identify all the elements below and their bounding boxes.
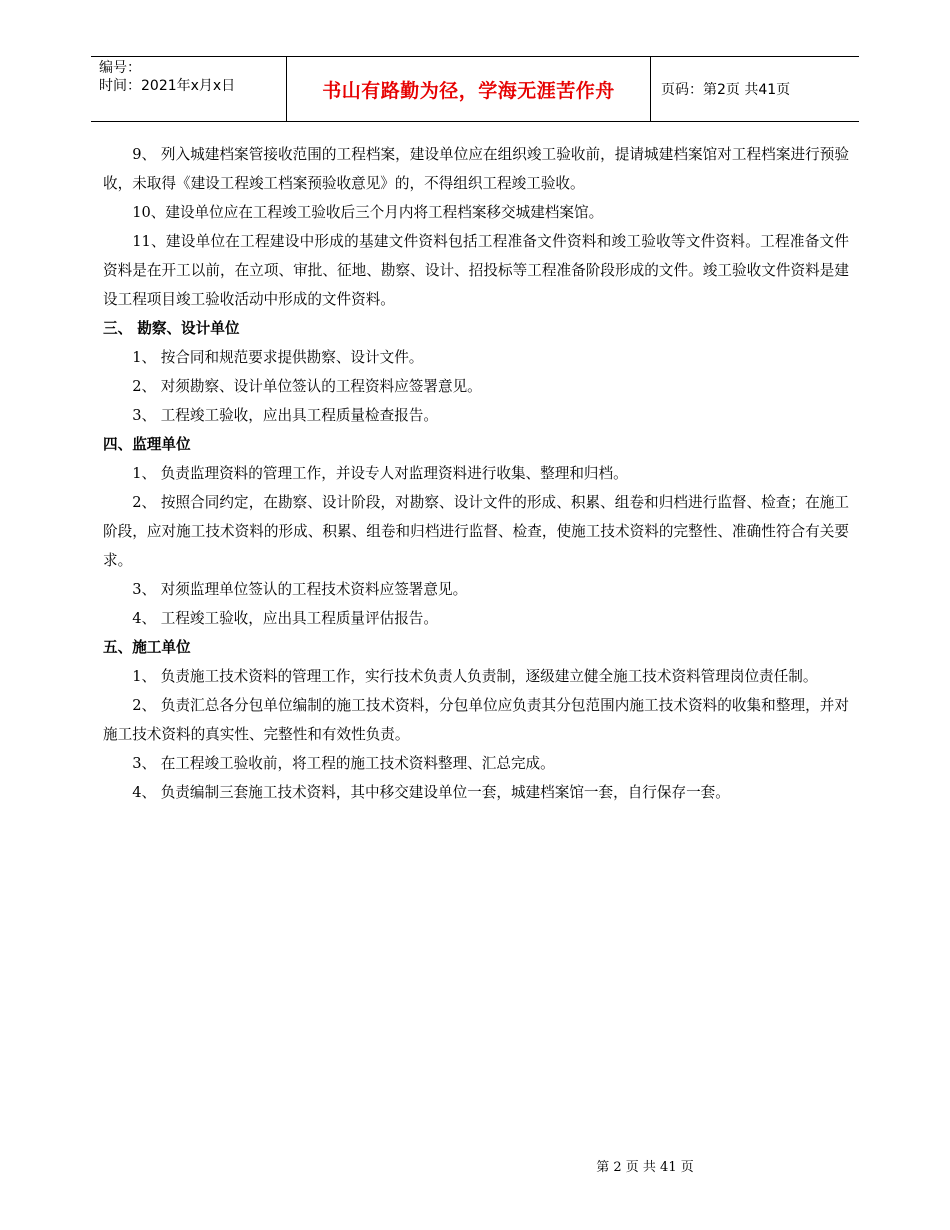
paragraph: 2、 按照合同约定，在勘察、设计阶段，对勘察、设计文件的形成、积累、组卷和归档进行监督、检查；在施工阶段，应对施工技术资料的形成、积累、组卷和归档进行监督、检查，使施工技术资料的完整性、准确性符合有关要求。 xyxy=(103,494,849,569)
paragraph: 3、 对须监理单位签认的工程技术资料应签署意见。 xyxy=(132,581,468,598)
number-label: 编号： xyxy=(99,60,141,76)
paragraph: 2、 对须勘察、设计单位签认的工程资料应签署意见。 xyxy=(132,378,482,395)
section-heading: 三、 勘察、设计单位 xyxy=(103,320,240,337)
section-heading: 五、施工单位 xyxy=(103,639,191,656)
time-label: 时间：2021年x月x日 xyxy=(99,78,236,94)
paragraph: 3、 工程竣工验收，应出具工程质量检查报告。 xyxy=(132,407,438,424)
paragraph: 3、 在工程竣工验收前，将工程的施工技术资料整理、汇总完成。 xyxy=(132,755,555,772)
paragraph: 1、 按合同和规范要求提供勘察、设计文件。 xyxy=(132,349,424,366)
header-page-label: 页码：第2页 共41页 xyxy=(661,82,791,98)
paragraph: 1、 负责施工技术资料的管理工作，实行技术负责人负责制，逐级建立健全施工技术资料管理岗位责任制。 xyxy=(132,668,818,685)
document-body xyxy=(103,140,849,807)
section-heading: 四、监理单位 xyxy=(103,436,191,453)
paragraph: 4、 工程竣工验收，应出具工程质量评估报告。 xyxy=(132,610,438,627)
paragraph: 4、 负责编制三套施工技术资料，其中移交建设单位一套，城建档案馆一套，自行保存一套。 xyxy=(132,784,730,801)
header-motto: 书山有路勤为径，学海无涯苦作舟 xyxy=(287,57,651,121)
paragraph: 2、 负责汇总各分包单位编制的施工技术资料，分包单位应负责其分包范围内施工技术资料的收集和整理，并对施工技术资料的真实性、完整性和有效性负责。 xyxy=(103,697,849,743)
paragraph: 9、 列入城建档案管接收范围的工程档案，建设单位应在组织竣工验收前，提请城建档案馆对工程档案进行预验收，未取得《建设工程竣工档案预验收意见》的，不得组织工程竣工验收。 xyxy=(103,146,849,192)
paragraph: 10、建设单位应在工程竣工验收后三个月内将工程档案移交城建档案馆。 xyxy=(132,204,604,221)
page-footer: 第 2 页 共 41 页 xyxy=(596,1160,694,1175)
paragraph: 11、建设单位在工程建设中形成的基建文件资料包括工程准备文件资料和竣工验收等文件资料。工程准备文件资料是在开工以前，在立项、审批、征地、勘察、设计、招投标等工程准备阶段形成的文件。竣工验收文件资料是建设工程项目竣工验收活动中形成的文件资料。 xyxy=(103,233,849,308)
header-meta xyxy=(91,57,287,121)
document-header xyxy=(91,56,859,122)
paragraph: 1、 负责监理资料的管理工作，并设专人对监理资料进行收集、整理和归档。 xyxy=(132,465,628,482)
